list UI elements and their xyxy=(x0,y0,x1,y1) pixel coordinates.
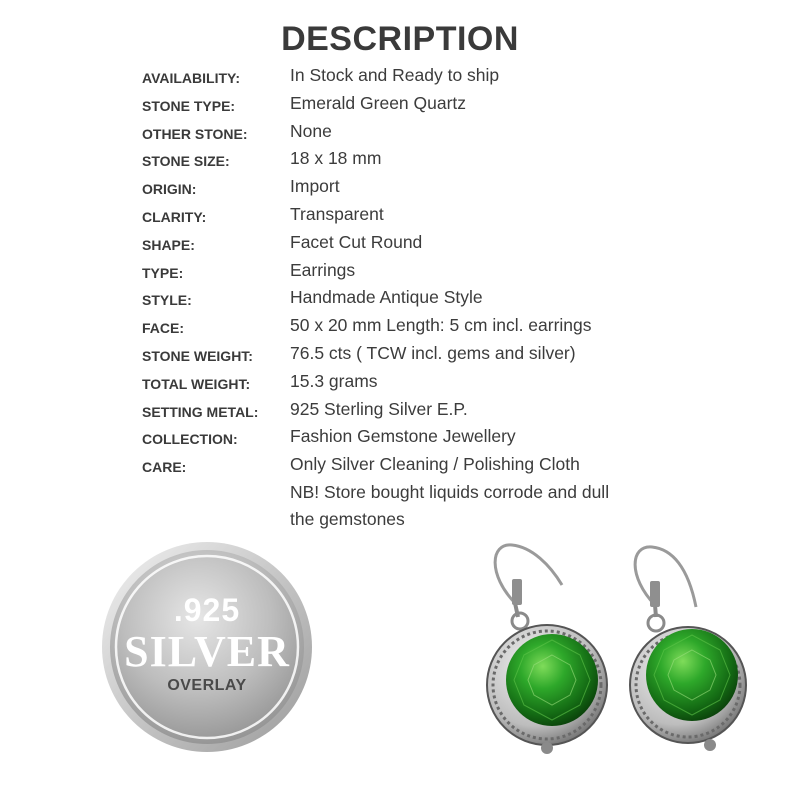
left-earring xyxy=(487,545,607,754)
spec-row-availability xyxy=(142,63,702,91)
spec-value: 925 Sterling Silver E.P. xyxy=(290,398,468,419)
spec-value: Emerald Green Quartz xyxy=(290,92,467,113)
green-gem-earrings-icon xyxy=(470,535,770,765)
spec-label: CLARITY: xyxy=(142,208,207,225)
badge-purity: .925 xyxy=(173,592,241,628)
spec-row-stone-type xyxy=(142,91,702,119)
spec-value: Fashion Gemstone Jewellery xyxy=(290,426,516,447)
right-earring xyxy=(630,547,746,751)
spec-row-origin xyxy=(142,174,702,202)
spec-value: 50 x 20 mm Length: 5 cm incl. earrings xyxy=(290,315,592,336)
badge-finish: OVERLAY xyxy=(167,677,247,694)
spec-value: In Stock and Ready to ship xyxy=(290,65,500,85)
spec-list xyxy=(142,63,702,529)
spec-row-stone-size xyxy=(142,146,702,174)
spec-row-type xyxy=(142,258,702,286)
spec-value: Import xyxy=(290,176,340,197)
spec-row-total-weight xyxy=(142,369,702,397)
spec-value: Transparent xyxy=(290,203,384,224)
spec-row-stone-weight xyxy=(142,341,702,369)
spec-label: SETTING METAL: xyxy=(142,403,259,420)
spec-label: TOTAL WEIGHT: xyxy=(142,375,251,392)
spec-row-shape xyxy=(142,230,702,258)
spec-value: Handmade Antique Style xyxy=(290,287,483,308)
spec-label: STONE WEIGHT: xyxy=(142,347,253,364)
spec-label: AVAILABILITY: xyxy=(142,70,240,86)
spec-label: CARE: xyxy=(142,459,187,476)
spec-row-other-stone xyxy=(142,119,702,147)
page-title: DESCRIPTION xyxy=(281,20,519,58)
spec-label: FACE: xyxy=(142,320,184,337)
spec-value: None xyxy=(290,120,332,141)
spec-label: SHAPE: xyxy=(142,236,195,253)
care-note-line-2: the gemstones xyxy=(290,509,405,529)
spec-label: STONE TYPE: xyxy=(142,97,236,114)
spec-row-face xyxy=(142,313,702,341)
spec-value: 76.5 cts ( TCW incl. gems and silver) xyxy=(290,342,576,363)
silver-seal-icon xyxy=(100,540,314,754)
spec-value: Facet Cut Round xyxy=(290,231,423,252)
spec-row-setting-metal xyxy=(142,397,702,425)
care-note-line-1: NB! Store bought liquids corrode and dull xyxy=(290,482,610,502)
spec-label: STYLE: xyxy=(142,292,192,309)
spec-label: ORIGIN: xyxy=(142,181,197,198)
earrings-photo xyxy=(470,535,770,765)
spec-label: STONE SIZE: xyxy=(142,153,230,170)
badge-metal: SILVER xyxy=(124,627,290,676)
spec-value: 18 x 18 mm xyxy=(290,148,382,169)
spec-row-care xyxy=(142,452,702,480)
spec-label: TYPE: xyxy=(142,264,184,281)
spec-row-collection xyxy=(142,424,702,452)
spec-value: Earrings xyxy=(290,259,356,280)
spec-label: COLLECTION: xyxy=(142,431,238,448)
spec-label: OTHER STONE: xyxy=(142,125,248,142)
spec-value: Only Silver Cleaning / Polishing Cloth xyxy=(290,454,580,475)
spec-row-style xyxy=(142,285,702,313)
spec-value: 15.3 grams xyxy=(290,370,378,391)
spec-row-clarity xyxy=(142,202,702,230)
